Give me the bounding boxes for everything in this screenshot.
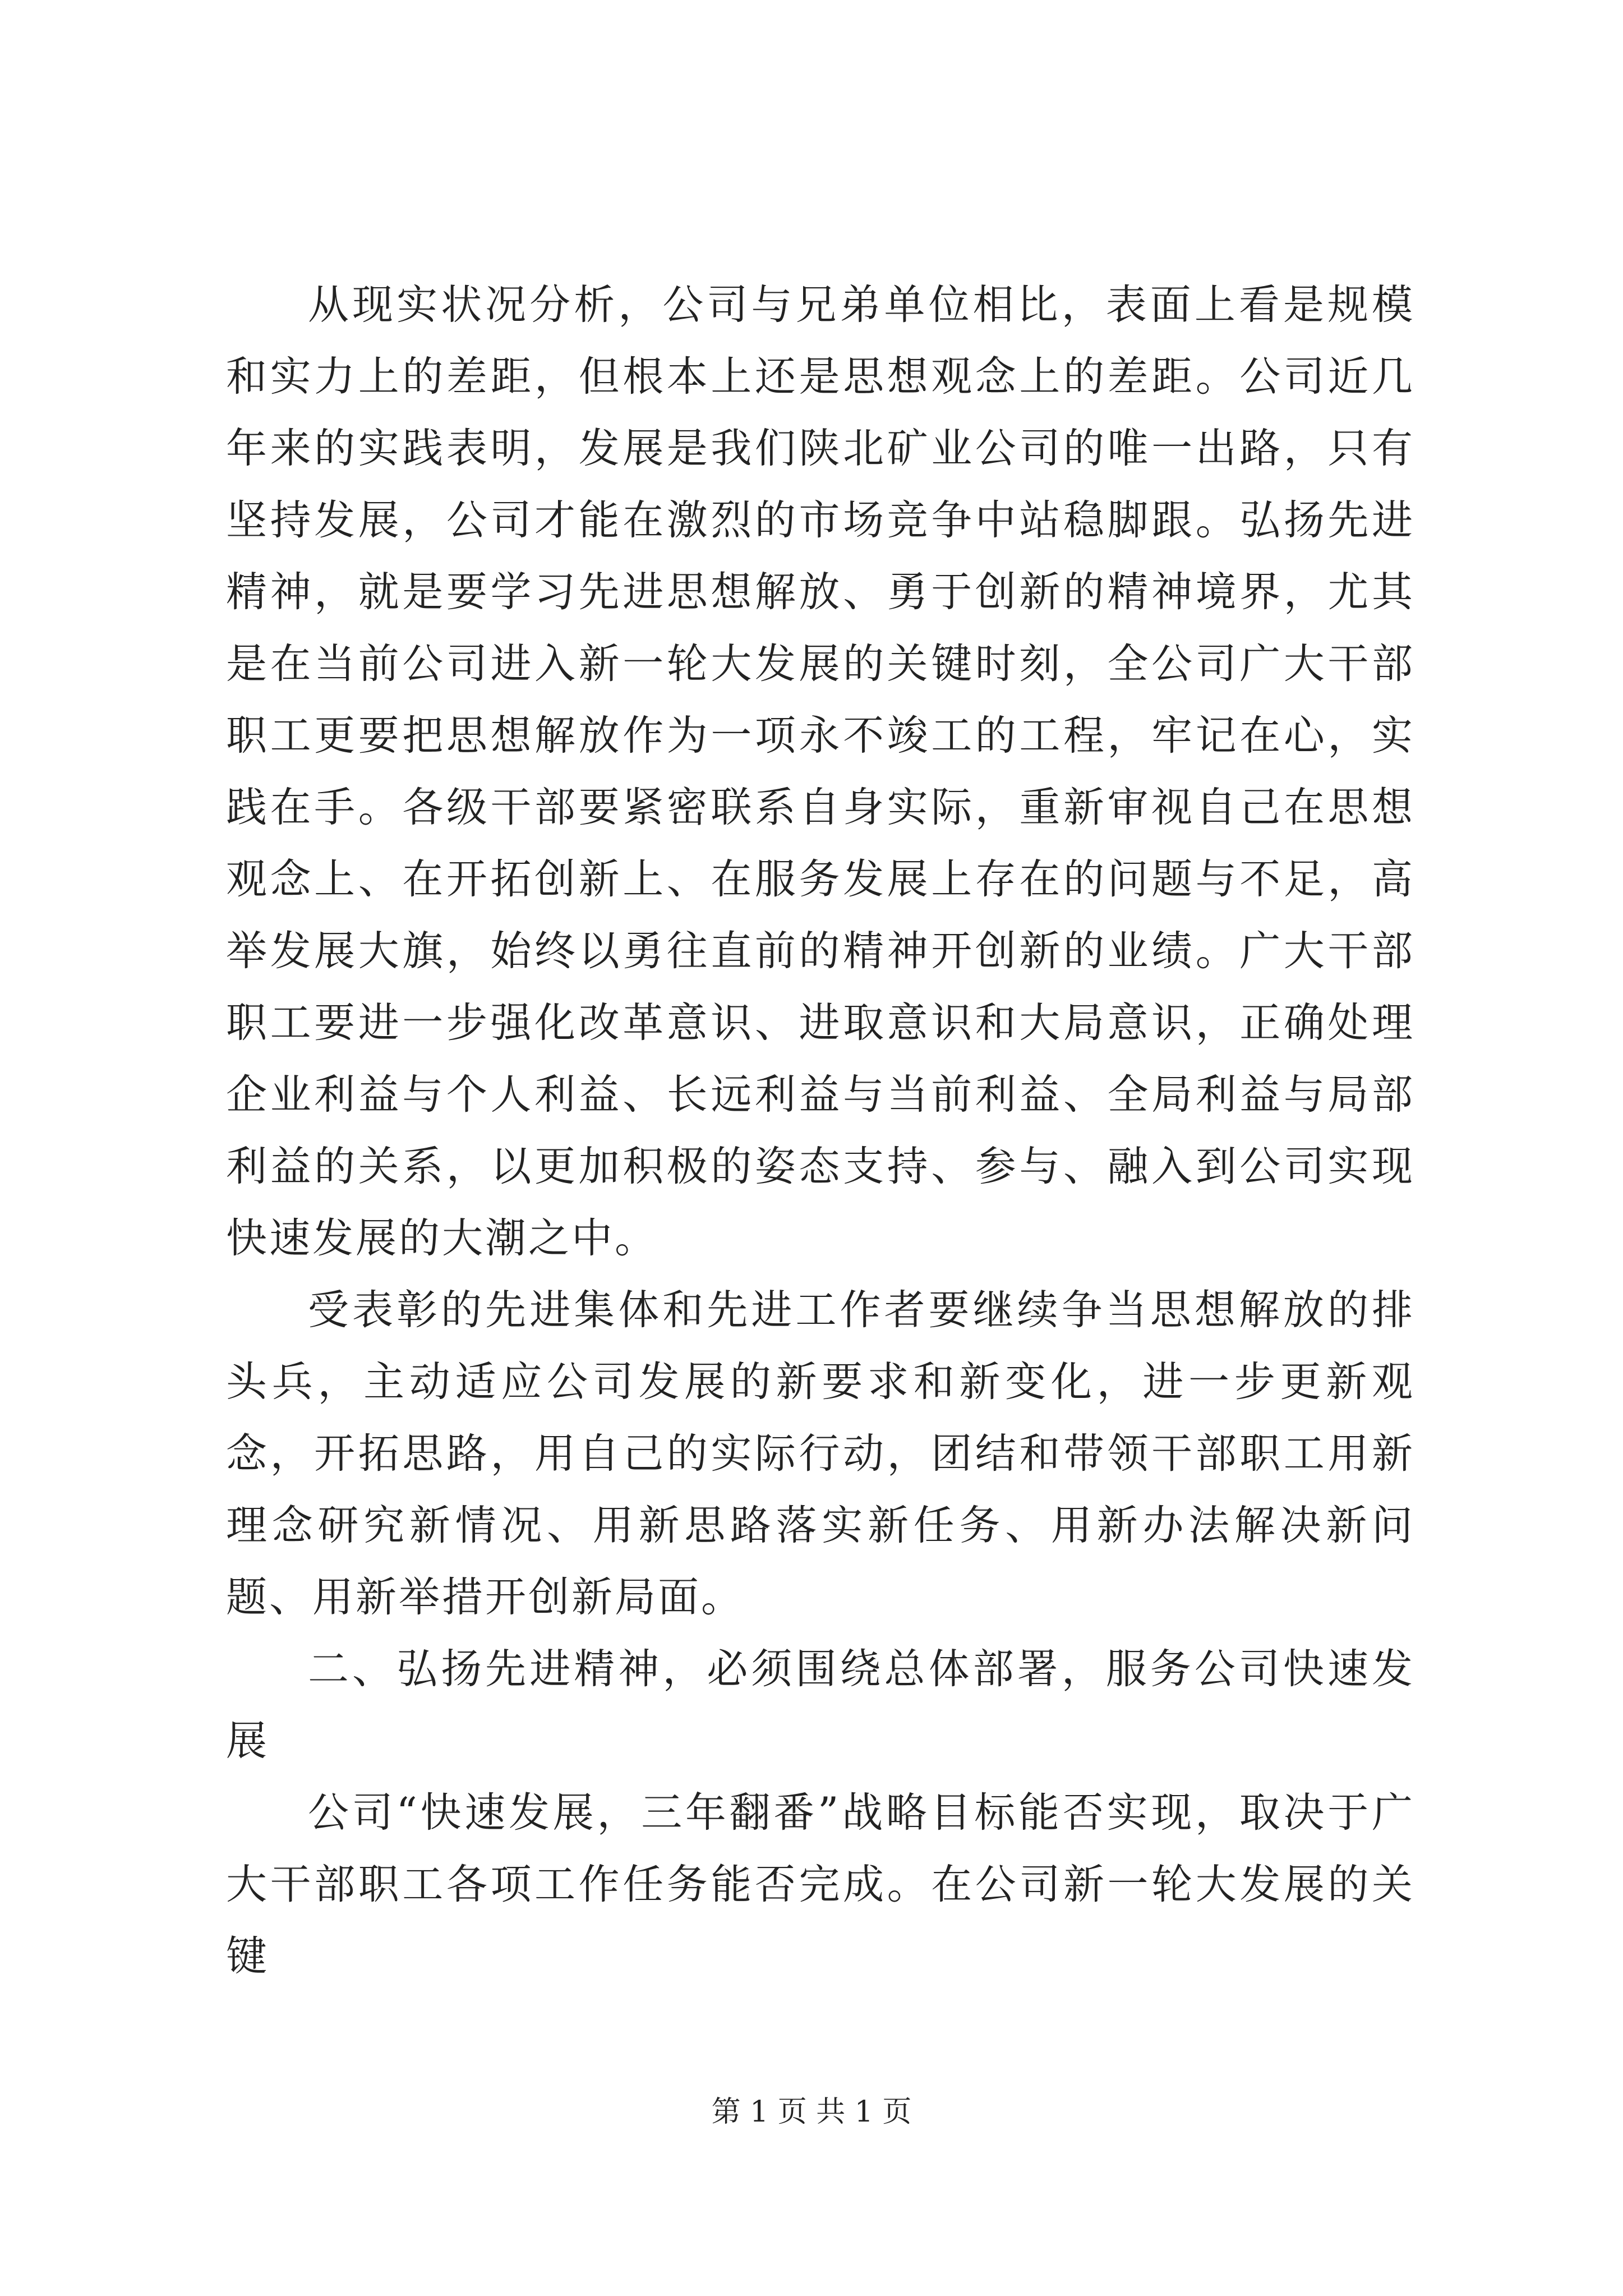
paragraph: 公司“快速发展，三年翻番”战略目标能否实现，取决于广大干部职工各项工作任务能否完成。在公司新一轮大发展的关键 [226,1789,1415,1980]
paragraph: 受表彰的先进集体和先进工作者要继续争当思想解放的排头兵，主动适应公司发展的新要求和新变化，进一步更新观念，开拓思路，用自己的实际行动，团结和带领干部职工用新理念研究新情况、用新思路落实新任务、用新办法解决新问题、用新举措开创新局面。 [226,1286,1415,1621]
section-heading: 二、弘扬先进精神，必须围绕总体部署，服务公司快速发展 [226,1645,1415,1765]
page-number-footer: 第 1 页 共 1 页 [711,2095,912,2129]
paragraph: 从现实状况分析，公司与兄弟单位相比，表面上看是规模和实力上的差距，但根本上还是思想观念上的差距。公司近几年来的实践表明，发展是我们陕北矿业公司的唯一出路，只有坚持发展，公司才能在激烈的市场竞争中站稳脚跟。弘扬先进精神，就是要学习先进思想解放、勇于创新的精神境界，尤其是在当前公司进入新一轮大发展的关键时刻，全公司广大干部职工更要把思想解放作为一项永不竣工的工程，牢记在心，实践在手。各级干部要紧密联系自身实际，重新审视自己在思想观念上、在开拓创新上、在服务发展上存在的问题与不足，高举发展大旗，始终以勇往直前的精神开创新的业绩。广大干部职工要进一步强化改革意识、进取意识和大局意识，正确处理企业利益与个人利益、长远利益与当前利益、全局利益与局部利益的关系，以更加积极的姿态支持、参与、融入到公司实现快速发展的大潮之中。 [226,281,1415,1262]
document-body [226,269,1415,1993]
